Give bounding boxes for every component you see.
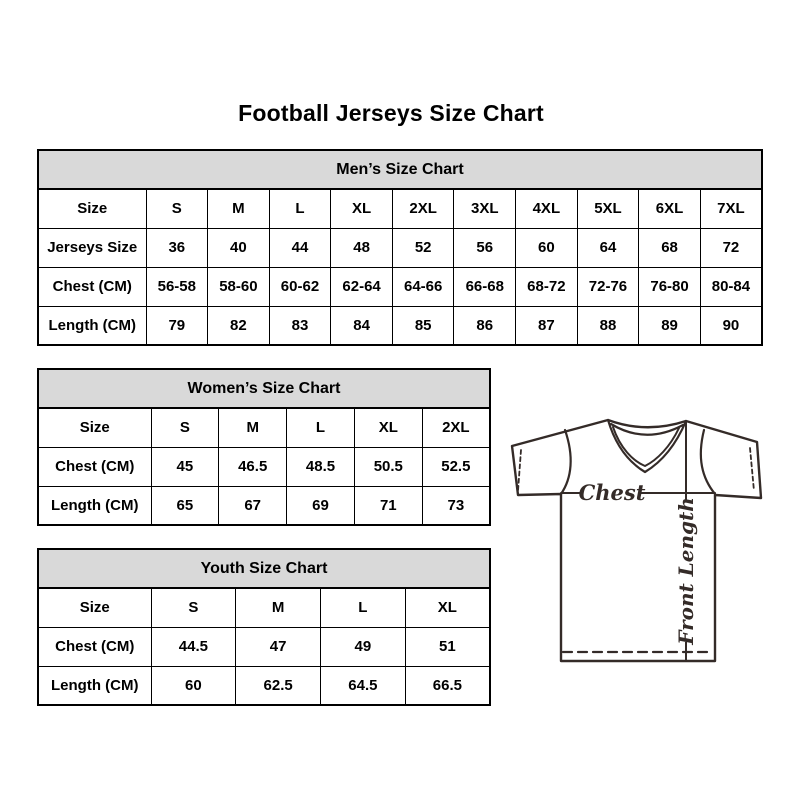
table-row <box>38 408 490 447</box>
value-cell: 36 <box>146 228 208 267</box>
value-cell: XL <box>354 408 422 447</box>
value-cell: 88 <box>577 306 639 345</box>
value-cell: 4XL <box>516 189 578 228</box>
value-cell: 85 <box>392 306 454 345</box>
value-cell: 64-66 <box>392 267 454 306</box>
value-cell: 2XL <box>392 189 454 228</box>
value-cell: 50.5 <box>354 447 422 486</box>
value-cell: 60 <box>516 228 578 267</box>
value-cell: 52.5 <box>422 447 490 486</box>
value-cell: 86 <box>454 306 516 345</box>
row-label-cell: Chest (CM) <box>38 627 151 666</box>
value-cell: 48.5 <box>287 447 355 486</box>
value-cell: S <box>146 189 208 228</box>
value-cell: S <box>151 588 236 627</box>
youth-size-chart-header: Youth Size Chart <box>37 548 491 587</box>
value-cell: 51 <box>405 627 490 666</box>
value-cell: 48 <box>331 228 393 267</box>
mens-size-chart-header: Men’s Size Chart <box>37 149 763 188</box>
value-cell: 60-62 <box>269 267 331 306</box>
value-cell: 2XL <box>422 408 490 447</box>
value-cell: 62-64 <box>331 267 393 306</box>
table-row <box>38 228 762 267</box>
value-cell: 68 <box>639 228 701 267</box>
value-cell: 79 <box>146 306 208 345</box>
table-row <box>38 267 762 306</box>
table-row <box>38 627 490 666</box>
value-cell: 47 <box>236 627 321 666</box>
value-cell: 83 <box>269 306 331 345</box>
value-cell: M <box>208 189 270 228</box>
value-cell: L <box>321 588 406 627</box>
womens-size-chart-header: Women’s Size Chart <box>37 368 491 407</box>
value-cell: 90 <box>700 306 762 345</box>
chest-label: Chest <box>578 480 646 505</box>
value-cell: 6XL <box>639 189 701 228</box>
value-cell: 64 <box>577 228 639 267</box>
value-cell: 67 <box>219 486 287 525</box>
value-cell: 87 <box>516 306 578 345</box>
value-cell: 68-72 <box>516 267 578 306</box>
jersey-outline <box>512 420 761 661</box>
row-label-cell: Jerseys Size <box>38 228 146 267</box>
row-label-cell: Length (CM) <box>38 306 146 345</box>
value-cell: 5XL <box>577 189 639 228</box>
value-cell: 49 <box>321 627 406 666</box>
value-cell: 84 <box>331 306 393 345</box>
value-cell: 64.5 <box>321 666 406 705</box>
value-cell: 7XL <box>700 189 762 228</box>
value-cell: 66-68 <box>454 267 516 306</box>
row-label-cell: Chest (CM) <box>38 267 146 306</box>
row-label-cell: Size <box>38 189 146 228</box>
womens-size-chart-table <box>37 407 491 526</box>
page-title: Football Jerseys Size Chart <box>238 100 544 126</box>
value-cell: 80-84 <box>700 267 762 306</box>
value-cell: 44 <box>269 228 331 267</box>
value-cell: L <box>287 408 355 447</box>
value-cell: 72-76 <box>577 267 639 306</box>
mens-size-chart-table <box>37 188 763 346</box>
value-cell: XL <box>331 189 393 228</box>
value-cell: 72 <box>700 228 762 267</box>
value-cell: 60 <box>151 666 236 705</box>
value-cell: M <box>219 408 287 447</box>
table-row <box>38 189 762 228</box>
value-cell: 76-80 <box>639 267 701 306</box>
jersey-diagram <box>505 414 767 664</box>
value-cell: 89 <box>639 306 701 345</box>
row-label-cell: Size <box>38 588 151 627</box>
table-row <box>38 306 762 345</box>
value-cell: S <box>151 408 219 447</box>
row-label-cell: Length (CM) <box>38 486 151 525</box>
value-cell: 46.5 <box>219 447 287 486</box>
value-cell: 52 <box>392 228 454 267</box>
row-label-cell: Chest (CM) <box>38 447 151 486</box>
womens-size-chart <box>37 368 491 526</box>
value-cell: 66.5 <box>405 666 490 705</box>
row-label-cell: Length (CM) <box>38 666 151 705</box>
value-cell: 65 <box>151 486 219 525</box>
value-cell: 3XL <box>454 189 516 228</box>
table-row <box>38 666 490 705</box>
value-cell: 82 <box>208 306 270 345</box>
value-cell: 71 <box>354 486 422 525</box>
value-cell: 62.5 <box>236 666 321 705</box>
front-length-label: Front Length <box>674 497 698 645</box>
value-cell: 45 <box>151 447 219 486</box>
value-cell: 56 <box>454 228 516 267</box>
youth-size-chart-table <box>37 587 491 706</box>
value-cell: L <box>269 189 331 228</box>
value-cell: 58-60 <box>208 267 270 306</box>
row-label-cell: Size <box>38 408 151 447</box>
table-row <box>38 588 490 627</box>
value-cell: 44.5 <box>151 627 236 666</box>
mens-size-chart <box>37 149 763 346</box>
value-cell: 40 <box>208 228 270 267</box>
value-cell: M <box>236 588 321 627</box>
table-row <box>38 447 490 486</box>
value-cell: 69 <box>287 486 355 525</box>
value-cell: XL <box>405 588 490 627</box>
table-row <box>38 486 490 525</box>
value-cell: 73 <box>422 486 490 525</box>
value-cell: 56-58 <box>146 267 208 306</box>
youth-size-chart <box>37 548 491 706</box>
